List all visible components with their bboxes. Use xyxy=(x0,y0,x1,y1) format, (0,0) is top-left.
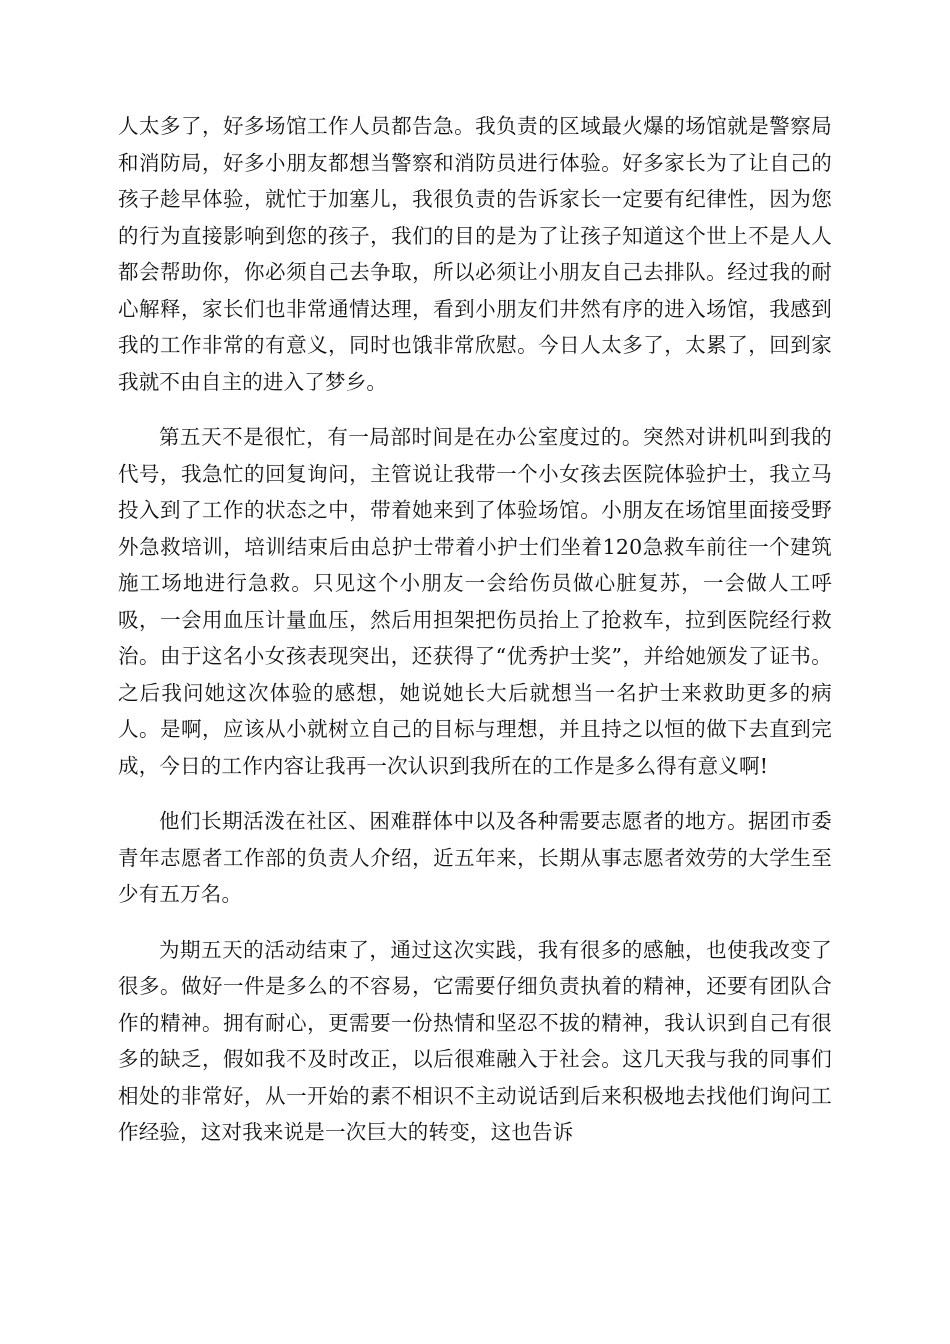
paragraph-volunteers: 他们长期活泼在社区、困难群体中以及各种需要志愿者的地方。据团市委青年志愿者工作部的负责人介绍，近五年来，长期从事志愿者效劳的大学生至少有五万名。 xyxy=(118,809,832,906)
paragraph-continued: 人太多了，好多场馆工作人员都告急。我负责的区域最火爆的场馆就是警察局和消防局，好多小朋友都想当警察和消防员进行体验。好多家长为了让自己的孩子趁早体验，就忙于加塞儿，我很负责的告诉家长一定要有纪律性，因为您的行为直接影响到您的孩子，我们的目的是为了让孩子知道这个世上不是人人都会帮助你，你必须自己去争取，所以必须让小朋友自己去排队。经过我的耐心解释，家长们也非常通情达理，看到小朋友们井然有序的进入场馆，我感到我的工作非常的有意义，同时也饿非常欣慰。今日人太多了，太累了，回到家我就不由自主的进入了梦乡。 xyxy=(118,114,832,394)
document-body xyxy=(118,108,832,1151)
paragraph-reflection: 为期五天的活动结束了，通过这次实践，我有很多的感触，也使我改变了很多。做好一件是多么的不容易，它需要仔细负责执着的精神，还要有团队合作的精神。拥有耐心，更需要一份热情和坚忍不拔的精神，我认识到自己有很多的缺乏，假如我不及时改正，以后很难融入于社会。这几天我与我的同事们相处的非常好，从一开始的素不相识不主动说话到后来积极地去找他们询问工作经验，这对我来说是一次巨大的转变，这也告诉 xyxy=(118,937,832,1144)
paragraph-day-five: 第五天不是很忙，有一局部时间是在办公室度过的。突然对讲机叫到我的代号，我急忙的回复询问，主管说让我带一个小女孩去医院体验护士，我立马投入到了工作的状态之中，带着她来到了体验场馆。小朋友在场馆里面接受野外急救培训，培训结束后由总护士带着小护士们坐着120急救车前往一个建筑施工场地进行急救。只见这个小朋友一会给伤员做心脏复苏，一会做人工呼吸，一会用血压计量血压，然后用担架把伤员抬上了抢救车，拉到医院经行救治。由于这名小女孩表现突出，还获得了“优秀护士奖”，并给她颁发了证书。之后我问她这次体验的感想，她说她长大后就想当一名护士来救助更多的病人。是啊，应该从小就树立自己的目标与理想，并且持之以恒的做下去直到完成，今日的工作内容让我再一次认识到我所在的工作是多么得有意义啊! xyxy=(118,425,832,778)
